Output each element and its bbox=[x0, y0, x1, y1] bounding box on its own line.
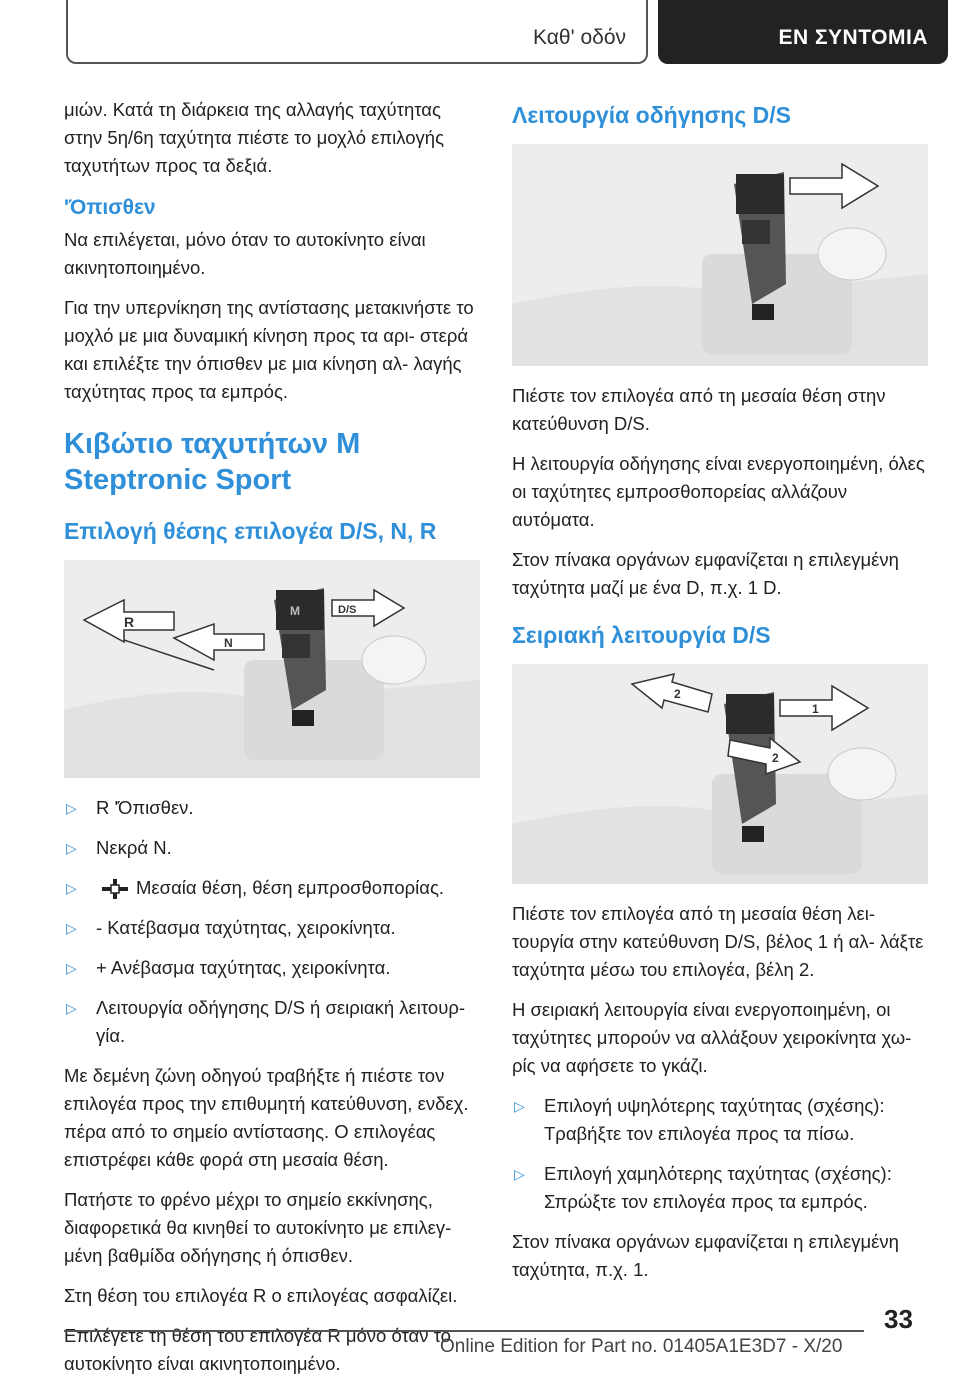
list-item: ▷ Νεκρά N. bbox=[64, 834, 480, 862]
list-item: ▷ Επιλογή υψηλότερης ταχύτητας (σχέσης): Τραβήξτε τον επιλογέα προς τα πίσω. bbox=[512, 1092, 928, 1148]
triangle-bullet-icon: ▷ bbox=[66, 840, 77, 856]
triangle-bullet-icon: ▷ bbox=[66, 960, 77, 976]
arrow-label-ds: D/S bbox=[338, 604, 357, 616]
selector-logo-label: M bbox=[290, 604, 300, 618]
sequential-illustration bbox=[512, 664, 928, 884]
lock-paragraph: Στη θέση του επιλογέα R ο επιλογέας ασφαλίζει. bbox=[64, 1285, 458, 1306]
sequential-paragraph-2: Η σειριακή λειτουργία είναι ενεργοποιημένη, οι ταχύτητες μπορούν να αλλάξουν χειροκίνητα χω- ρίς να αφήσετε το γκάζι. bbox=[512, 999, 912, 1076]
right-column bbox=[512, 100, 928, 1296]
reverse-heading: 'Όπισθεν bbox=[64, 196, 156, 219]
ds-paragraph-2: Η λειτουργία οδήγησης είναι ενεργοποιημένη, όλες οι ταχύτητες εμπροσθοπορείας αλλάζουν αυτόματα. bbox=[512, 453, 925, 530]
list-item: ▷ R 'Όπισθεν. bbox=[64, 794, 480, 822]
sequential-heading: Σειριακή λειτουργία D/S bbox=[512, 622, 771, 648]
ds-mode-heading: Λειτουργία οδήγησης D/S bbox=[512, 102, 792, 128]
intro-paragraph: μιών. Κατά τη διάρκεια της αλλαγής ταχύτητας στην 5η/6η ταχύτητα πιέστε το μοχλό επιλογής ταχυτήτων προς τα δεξιά. bbox=[64, 99, 444, 176]
reverse-paragraph-2: Για την υπερνίκηση της αντίστασης μετακινήστε το μοχλό με μια δυναμική κίνηση προς τα αρι- στερά και επιλέξτε την όπισθεν με μια κίνηση αλ- λαγής ταχύτητας προς τα εμπρός. bbox=[64, 297, 474, 402]
reverse-paragraph-1: Να επιλέγεται, μόνο όταν το αυτοκίνητο είναι ακινητοποιημένο. bbox=[64, 229, 426, 278]
header-section-tab bbox=[66, 0, 648, 64]
list-item: ▷ + Ανέβασμα ταχύτητας, χειροκίνητα. bbox=[64, 954, 480, 982]
ds-mode-illustration bbox=[512, 144, 928, 366]
triangle-bullet-icon: ▷ bbox=[66, 1000, 77, 1016]
gear-selector-figure bbox=[64, 560, 480, 778]
arrow-label-n: N bbox=[224, 636, 233, 650]
footer-divider bbox=[64, 1330, 864, 1332]
selector-position-list bbox=[64, 794, 480, 1050]
center-position-icon bbox=[102, 879, 128, 899]
ds-paragraph-3: Στον πίνακα οργάνων εμφανίζεται η επιλεγμένη ταχύτητα μαζί με ένα D, π.χ. 1 D. bbox=[512, 549, 899, 598]
list-item: ▷ - Κατέβασμα ταχύτητας, χειροκίνητα. bbox=[64, 914, 480, 942]
sequential-paragraph-1: Πιέστε τον επιλογέα από τη μεσαία θέση λει- τουργία στην κατεύθυνση D/S, βέλος 1 ή αλ- λάξτε ταχύτητα μέσω του επιλογέα, βέλη 2. bbox=[512, 903, 924, 980]
ds-mode-figure bbox=[512, 144, 928, 366]
arrow-label-2-top: 2 bbox=[674, 687, 681, 701]
triangle-bullet-icon: ▷ bbox=[66, 880, 77, 896]
brake-paragraph: Πατήστε το φρένο μέχρι το σημείο εκκίνησης, διαφορετικά θα κινηθεί το αυτοκίνητο με επιλεγ- μένη βαθμίδα οδήγησης ή όπισθεν. bbox=[64, 1189, 452, 1266]
gear-selector-illustration bbox=[64, 560, 480, 778]
triangle-bullet-icon: ▷ bbox=[514, 1098, 525, 1114]
arrow-label-r: R bbox=[124, 614, 135, 630]
selector-heading: Επιλογή θέσης επιλογέα D/S, N, R bbox=[64, 518, 437, 544]
triangle-bullet-icon: ▷ bbox=[514, 1166, 525, 1182]
list-item: ▷ Μεσαία θέση, θέση εμπροσθοπορίας. bbox=[64, 874, 480, 902]
sequential-figure bbox=[512, 664, 928, 884]
sequential-list bbox=[512, 1092, 928, 1216]
header-chapter-label: ΕΝ ΣΥΝΤΟΜΙΑ bbox=[778, 26, 928, 49]
belt-paragraph: Με δεμένη ζώνη οδηγού τραβήξτε ή πιέστε τον επιλογέα προς την επιθυμητή κατεύθυνση, ενδεχ. πέρα από το σημείο αντίστασης. Ο επιλογέας επιστρέφει κάθε φορά στη μεσαία θέση. bbox=[64, 1065, 469, 1170]
header-section-label: Καθ' οδόν bbox=[533, 26, 626, 49]
list-item: ▷ Επιλογή χαμηλότερης ταχύτητας (σχέσης): Σπρώξτε τον επιλογέα προς τα εμπρός. bbox=[512, 1160, 928, 1216]
ds-paragraph-1: Πιέστε τον επιλογέα από τη μεσαία θέση στην κατεύθυνση D/S. bbox=[512, 385, 886, 434]
page-number: 33 bbox=[884, 1304, 913, 1334]
arrow-label-2-bottom: 2 bbox=[772, 751, 779, 765]
sequential-paragraph-3: Στον πίνακα οργάνων εμφανίζεται η επιλεγμένη ταχύτητα, π.χ. 1. bbox=[512, 1231, 899, 1280]
triangle-bullet-icon: ▷ bbox=[66, 920, 77, 936]
footer-edition: Online Edition for Part no. 01405A1E3D7 - X/20 bbox=[440, 1336, 843, 1357]
gearbox-heading: Κιβώτιο ταχυτήτων M Steptronic Sport bbox=[64, 428, 361, 496]
list-item: ▷ Λειτουργία οδήγησης D/S ή σειριακή λειτουρ- γία. bbox=[64, 994, 480, 1050]
left-column bbox=[64, 96, 480, 1390]
select-paragraph: Επιλέγετε τη θέση του επιλογέα R μόνο όταν το αυτοκίνητο είναι ακινητοποιημένο. bbox=[64, 1325, 451, 1374]
arrow-label-1: 1 bbox=[812, 702, 819, 716]
header-chapter-tab bbox=[658, 0, 948, 64]
triangle-bullet-icon: ▷ bbox=[66, 800, 77, 816]
